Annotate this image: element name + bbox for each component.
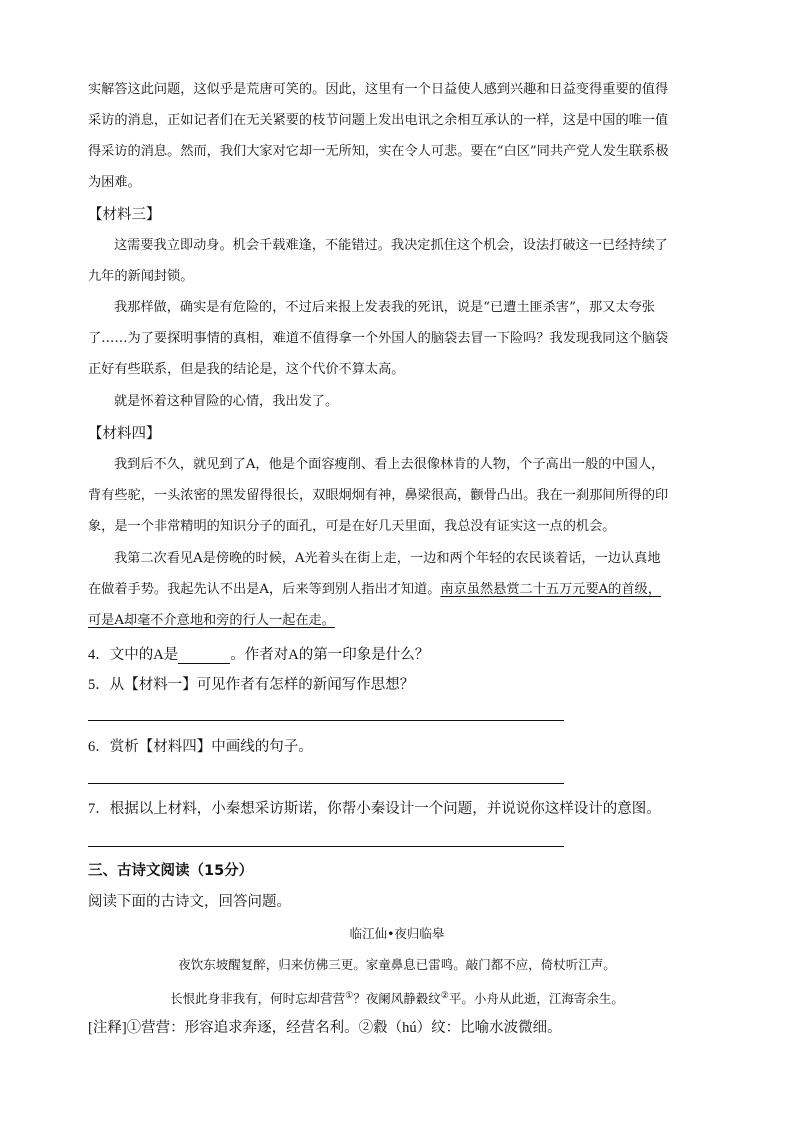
question-4-prefix: 4．文中的A是 xyxy=(88,647,179,663)
poem-title: 临江仙•夜归临皋 xyxy=(349,926,445,941)
poem-line-1: 夜饮东坡醒复醉，归来仿佛三更。家童鼻息已雷鸣。敲门都不应，倚杖听江声。 xyxy=(178,957,616,972)
question-7: 7．根据以上材料，小秦想采访斯诺，你帮小秦设计一个问题，并说说你这样设计的意图。 xyxy=(88,801,661,817)
answer-line-5[interactable] xyxy=(88,720,564,721)
question-4-suffix: 。作者对A的第一印象是什么？ xyxy=(230,647,430,663)
material-4-p2-l2 xyxy=(88,582,661,598)
poem-note: [注释]①营营：形容追求奔逐，经营名利。②縠（hú）纹：比喻水波微细。 xyxy=(88,1020,562,1036)
section-3-instruction: 阅读下面的古诗文，回答问题。 xyxy=(88,894,291,910)
material-2-line-3: 得采访的消息。然而，我们大家对它却一无所知，实在令人可悲。要在“白区”同共产党人发生联系极 xyxy=(88,144,669,159)
answer-line-6[interactable] xyxy=(88,783,564,784)
note-mark-2: ② xyxy=(440,991,449,1001)
poem-line-2-b: ？夜阑风静縠纹 xyxy=(353,991,441,1007)
material-3-p2-l1: 我那样做，确实是有危险的，不过后来报上发表我的死讯，说是“已遭土匪杀害”，那又太夸张 xyxy=(114,300,655,315)
underlined-sentence-part-2: 可是A却毫不介意地和旁的行人一起在走。 xyxy=(88,613,335,628)
note-mark-1: ① xyxy=(345,991,354,1001)
poem-line-2 xyxy=(0,988,794,1007)
material-4-p1-l1: 我到后不久，就见到了A，他是个面容瘦削、看上去很像林肯的人物，个子高出一般的中国人， xyxy=(114,457,665,472)
material-3-p2-l3: 正好有些联系，但是我的结论是，这个代价不算太高。 xyxy=(88,362,405,377)
material-4-p1-l2: 背有些驼，一头浓密的黑发留得很长，双眼炯炯有神，鼻梁很高，颧骨凸出。我在一刹那间所得的印 xyxy=(88,488,669,503)
material-4-title: 【材料四】 xyxy=(88,426,161,442)
material-4-p2-l2-plain: 在做着手势。我起先认不出是A，后来等到别人指出才知道。 xyxy=(88,582,441,597)
material-3-p2-l2: 了……为了要探明事情的真相，难道不值得拿一个外国人的脑袋去冒一下险吗？我发现我同这个脑袋 xyxy=(88,331,669,346)
question-5: 5．从【材料一】可见作者有怎样的新闻写作思想？ xyxy=(88,677,415,693)
material-3-p1-l1: 这需要我立即动身。机会千载难逢，不能错过。我决定抓住这个机会，设法打破这一已经持续了 xyxy=(114,238,668,253)
material-4-p1-l3: 象，是一个非常精明的知识分子的面孔，可是在好几天里面，我总没有证实这一点的机会。 xyxy=(88,519,616,534)
poem-line-2-a: 长恨此身非我有，何时忘却营营 xyxy=(170,991,346,1007)
answer-line-7[interactable] xyxy=(88,846,564,847)
material-4-p2-l1: 我第二次看见A是傍晚的时候，A光着头在街上走，一边和两个年轻的农民谈着话，一边认真地 xyxy=(114,551,661,566)
poem-line-2-c: 平。小舟从此逝，江海寄余生。 xyxy=(448,991,624,1007)
material-3-p1-l2: 九年的新闻封锁。 xyxy=(88,269,194,284)
material-2-line-4: 为困难。 xyxy=(88,175,141,190)
question-6: 6．赏析【材料四】中画线的句子。 xyxy=(88,739,313,755)
material-3-p3-l1: 就是怀着这种冒险的心情，我出发了。 xyxy=(114,394,339,409)
material-3-title: 【材料三】 xyxy=(88,207,161,223)
question-4 xyxy=(88,646,429,664)
material-2-line-2: 采访的消息，正如记者们在无关紧要的枝节问题上发出电讯之余相互承认的一样，这是中国的唯一值 xyxy=(88,113,669,128)
underlined-sentence-part-1: 南京虽然悬赏二十五万元要A的首级， xyxy=(440,582,661,597)
section-3-heading: 三、古诗文阅读（15分） xyxy=(88,863,254,879)
material-2-line-1: 实解答这此问题，这似乎是荒唐可笑的。因此，这里有一个日益使人感到兴趣和日益变得重要的值得 xyxy=(88,82,669,97)
question-4-blank[interactable] xyxy=(178,649,230,664)
